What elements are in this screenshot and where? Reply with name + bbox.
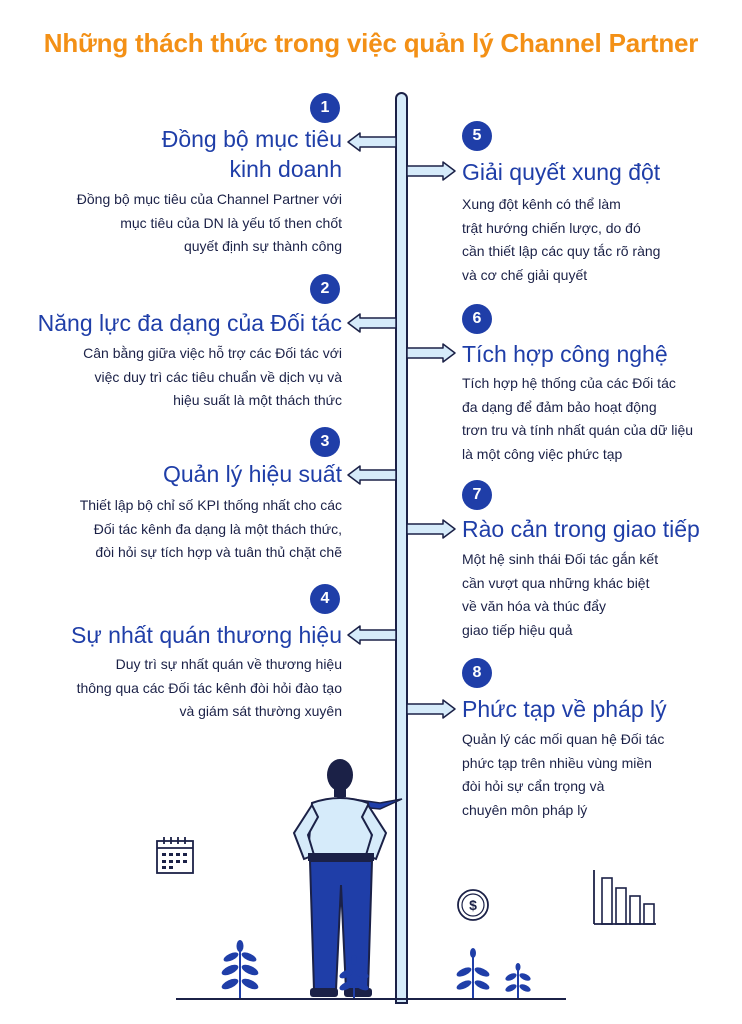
plant-icon <box>500 960 536 1000</box>
item-desc-6: Tích hợp hệ thống của các Đối tác đa dạng để đảm bảo hoạt động trơn tru và tính nhất quán của dữ liệu là một công việc phức tạp <box>462 375 694 462</box>
arrow-left-icon <box>346 312 398 334</box>
step-badge-5: 5 <box>462 121 492 151</box>
item-title-8: Phức tạp về pháp lý <box>462 696 667 722</box>
step-badge-8: 8 <box>462 658 492 688</box>
item-title-1: Đồng bộ mục tiêu kinh doanh <box>161 126 342 182</box>
item-title-2: Năng lực đa dạng của Đối tác <box>37 310 342 336</box>
page-title: Những thách thức trong việc quản lý Channel Partner <box>43 28 699 58</box>
arrow-right-icon <box>405 160 457 182</box>
item-desc-8: Quản lý các mối quan hệ Đối tác phức tạp trên nhiều vùng miền đòi hỏi sự cẩn trọng và chuyên môn pháp lý <box>462 731 665 818</box>
step-badge-2: 2 <box>310 274 340 304</box>
item-desc-7: Một hệ sinh thái Đối tác gắn kết cần vượt qua những khác biệt về văn hóa và thúc đẩy giao tiếp hiệu quả <box>462 551 659 638</box>
arrow-left-icon <box>346 624 398 646</box>
arrow-left-icon <box>346 464 398 486</box>
dollar-coin-icon <box>456 888 490 922</box>
item-title-3: Quản lý hiệu suất <box>162 461 342 487</box>
plant-icon <box>450 945 496 1000</box>
arrow-left-icon <box>346 131 398 153</box>
item-title-7: Rào cản trong giao tiếp <box>462 516 700 542</box>
arrow-right-icon <box>405 342 457 364</box>
item-desc-2: Cân bằng giữa việc hỗ trợ các Đối tác với việc duy trì các tiêu chuẩn về dịch vụ và hiệu suất là một thách thức <box>83 345 342 408</box>
plant-icon <box>215 940 265 1000</box>
step-badge-3: 3 <box>310 427 340 457</box>
item-desc-5: Xung đột kênh có thể làm trật hướng chiến lược, do đó cần thiết lập các quy tắc rõ ràng và cơ chế giải quyết <box>462 196 661 283</box>
plant-icon <box>334 952 374 1000</box>
arrow-right-icon <box>405 698 457 720</box>
step-badge-4: 4 <box>310 584 340 614</box>
bar-chart-icon <box>592 868 658 928</box>
calendar-icon <box>155 835 195 875</box>
item-desc-3: Thiết lập bộ chỉ số KPI thống nhất cho các Đối tác kênh đa dạng là một thách thức, đòi hỏi sự tích hợp và tuân thủ chặt chẽ <box>79 497 342 560</box>
svg-text:$: $ <box>469 897 477 913</box>
item-title-6: Tích hợp công nghệ <box>462 341 668 367</box>
item-desc-1: Đồng bộ mục tiêu của Channel Partner với mục tiêu của DN là yếu tố then chốt quyết định sự thành công <box>76 191 342 254</box>
arrow-right-icon <box>405 518 457 540</box>
item-desc-4: Duy trì sự nhất quán về thương hiệu thông qua các Đối tác kênh đòi hỏi đào tạo và giám sát thường xuyên <box>76 656 342 719</box>
item-title-4: Sự nhất quán thương hiệu <box>71 622 342 648</box>
step-badge-7: 7 <box>462 480 492 510</box>
item-title-5: Giải quyết xung đột <box>462 159 661 185</box>
step-badge-6: 6 <box>462 304 492 334</box>
step-badge-1: 1 <box>310 93 340 123</box>
